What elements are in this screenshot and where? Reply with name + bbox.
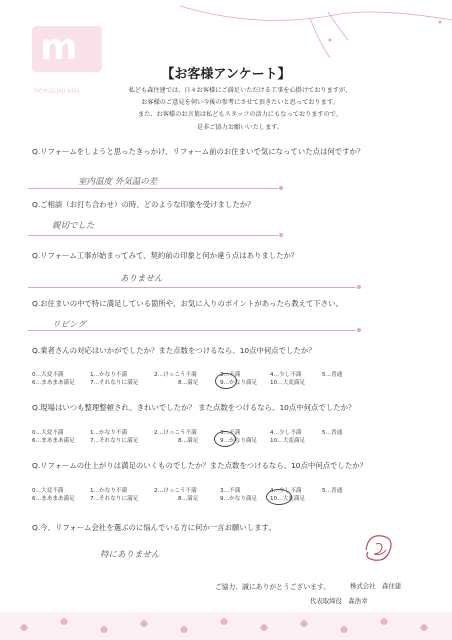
answer-1: 室内温度 外気温の差 — [78, 177, 158, 187]
page-title: 【お客様アンケート】 — [161, 67, 291, 82]
representative-name: 代表取締役 森浩幸 — [310, 597, 368, 605]
answer-line — [28, 287, 356, 288]
intro-line: また、お客様のお言葉は私どもスタッフの活力にもなっておりますので、 — [137, 111, 343, 119]
scale-option-6: 6…まあまあ満足 — [32, 438, 75, 444]
scale-option-6: 6…まあまあ満足 — [32, 380, 75, 386]
answer-2: 親切でした — [52, 221, 95, 231]
answer-line — [28, 330, 356, 331]
answer-3: ありません — [120, 274, 163, 284]
scale-option-9: 9…かなり満足 — [220, 380, 258, 386]
intro-text — [70, 85, 410, 134]
scale-option-5: 5…普通 — [322, 488, 343, 494]
footer-decoration — [0, 608, 452, 640]
scale-option-5: 5…普通 — [322, 430, 343, 436]
scale-option-1: 1…かなり不満 — [90, 430, 128, 436]
scale-option-7: 7…それなりに満足 — [90, 496, 139, 502]
question-2: Q.ご相談（お打ち合わせ）の時、どのような印象を受けましたか？ — [32, 200, 255, 209]
scale-option-2: 2…けっこう不満 — [154, 488, 197, 494]
selected-score-circle — [266, 489, 292, 505]
answer-line — [28, 235, 278, 236]
scale-option-2: 2…けっこう不満 — [154, 372, 197, 378]
scale-option-0: 0…大変不満 — [32, 488, 64, 494]
question-1: Q.リフォームをしようと思ったきっかけ、リフォーム前のお住まいで気になっていた点は何ですか？ — [32, 147, 365, 156]
scale-option-7: 7…それなりに満足 — [90, 380, 139, 386]
scale-option-7: 7…それなりに満足 — [90, 438, 139, 444]
logo-mark: m — [40, 27, 78, 68]
scale-option-2: 2…けっこう不満 — [154, 430, 197, 436]
scale-option-8: 8…満足 — [178, 380, 199, 386]
closing-thanks: ご協力、誠にありがとうございます。 — [215, 583, 331, 591]
scale-option-3: 3…不満 — [220, 430, 241, 436]
selected-score-circle — [214, 431, 236, 447]
question-8: Q.今、リフォーム会社を選ぶのに悩んでいる方に何か一言お願いします。 — [32, 523, 276, 532]
intro-line: お客様のご意見を伺い今後の参考にさせて頂きたいと思っております。 — [141, 99, 339, 107]
company-name: 株式会社 森住建 — [350, 582, 402, 590]
selected-score-circle — [215, 373, 237, 389]
scale-option-0: 0…大変不満 — [32, 372, 64, 378]
answer-4: リビング — [52, 320, 86, 330]
scale-option-1: 1…かなり不満 — [90, 488, 128, 494]
scale-option-8: 8…満足 — [178, 496, 199, 502]
scale-option-6: 6…まあまあ満足 — [32, 496, 75, 502]
scale-option-9: 9…かなり満足 — [220, 496, 258, 502]
intro-line: 是非ご協力お願いいたします。 — [196, 123, 284, 131]
scale-option-5: 5…普通 — [322, 372, 343, 378]
scale-option-3: 3…不満 — [220, 372, 241, 378]
scale-option-10: 10…大変満足 — [270, 380, 306, 386]
question-5: Q.業者さんの対応はいかがでしたか？また点数をつけるなら、10点中何点でしたか？ — [32, 346, 316, 355]
intro-line: 私ども森住建では、日々お客様にご満足いただける工事を心掛けておりますが、 — [128, 87, 352, 94]
scale-option-4: 4…少し不満 — [270, 488, 302, 494]
answer-8: 特にありません — [100, 550, 160, 560]
scale-option-1: 1…かなり不満 — [90, 372, 128, 378]
question-6: Q.現場はいつも整理整頓され、きれいでしたか？ また点数をつけるなら、10点中何点でしたか？ — [32, 403, 356, 412]
question-3: Q.リフォーム工事が始まってみて、契約前の印象と何か違う点はありましたか？ — [32, 251, 299, 260]
scale-option-10: 10…大変満足 — [270, 438, 306, 444]
handwritten-mark-icon — [360, 528, 400, 568]
question-4: Q.お住まいの中で特に満足している箇所や、お気に入りのポイントがあったら教えて下さい。 — [32, 299, 343, 308]
scale-option-3: 3…不満 — [220, 488, 241, 494]
logo-subtitle: MORIZUMI KEN — [34, 88, 80, 95]
scale-option-0: 0…大変不満 — [32, 430, 64, 436]
question-7: Q.リフォームの仕上がりは満足のいくものでしたか？また点数をつけるなら、10点中何点でしたか？ — [32, 461, 368, 470]
answer-line — [28, 188, 278, 189]
scale-option-10: 10…大変満足 — [270, 496, 306, 502]
scale-option-4: 4…少し不満 — [270, 430, 302, 436]
scale-option-9: 9…かなり満足 — [220, 438, 258, 444]
scale-option-8: 8…満足 — [178, 438, 199, 444]
scale-option-4: 4…少し不満 — [270, 372, 302, 378]
